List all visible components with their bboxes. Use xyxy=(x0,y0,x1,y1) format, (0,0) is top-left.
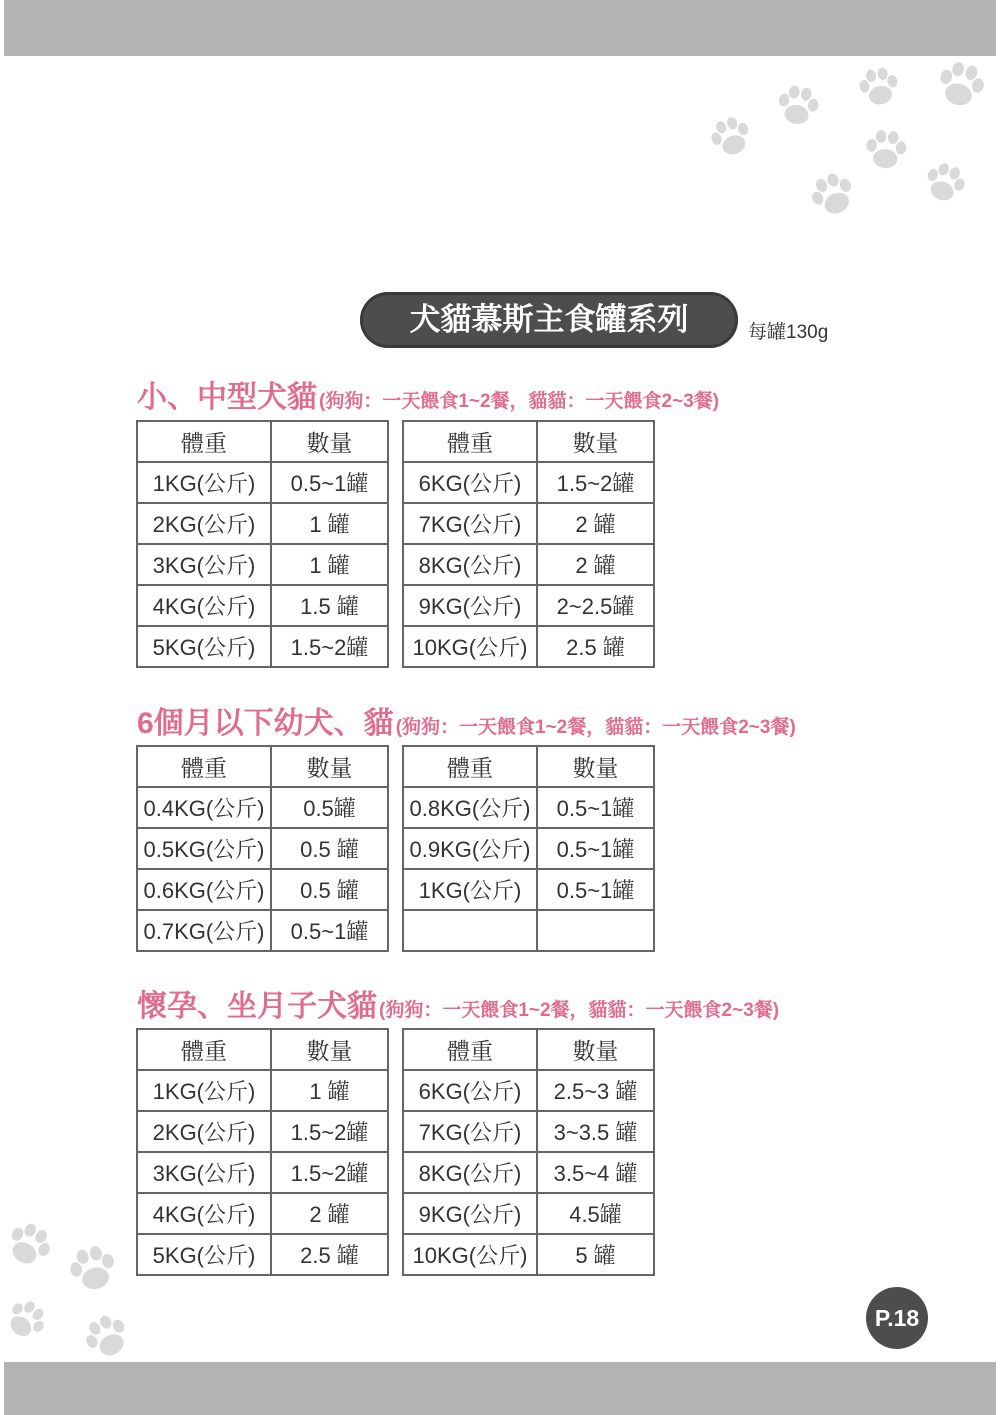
quantity-cell: 2~2.5罐 xyxy=(537,585,654,626)
table-row xyxy=(137,1070,388,1111)
table-row xyxy=(137,869,388,910)
page-number-badge: P.18 xyxy=(866,1287,928,1349)
weight-cell: 4KG(公斤) xyxy=(137,1193,271,1234)
quantity-cell: 3~3.5 罐 xyxy=(537,1111,654,1152)
section-heading-pregnancy xyxy=(137,981,779,1025)
feeding-table-pregnancy-right xyxy=(402,1028,655,1276)
paw-print-icon xyxy=(64,1240,122,1298)
quantity-cell: 1.5~2罐 xyxy=(271,626,388,667)
weight-cell: 4KG(公斤) xyxy=(137,585,271,626)
header-quantity: 數量 xyxy=(537,1029,654,1070)
top-gray-bar xyxy=(4,0,996,56)
weight-cell: 2KG(公斤) xyxy=(137,1111,271,1152)
table-row xyxy=(403,1152,654,1193)
section-feeding-note: (狗狗：一天餵食1~2餐，貓貓：一天餵食2~3餐) xyxy=(319,391,720,412)
weight-cell: 8KG(公斤) xyxy=(403,1152,537,1193)
weight-cell: 3KG(公斤) xyxy=(137,1152,271,1193)
quantity-cell: 4.5罐 xyxy=(537,1193,654,1234)
quantity-cell: 2 罐 xyxy=(537,503,654,544)
header-quantity: 數量 xyxy=(271,1029,388,1070)
section-title: 6個月以下幼犬、貓 xyxy=(137,707,394,740)
table-header-row xyxy=(403,421,654,462)
quantity-cell: 2 罐 xyxy=(271,1193,388,1234)
quantity-cell: 0.5~1罐 xyxy=(537,869,654,910)
weight-cell xyxy=(403,910,537,951)
table-row xyxy=(403,1111,654,1152)
table-row xyxy=(403,1070,654,1111)
quantity-cell: 2.5~3 罐 xyxy=(537,1070,654,1111)
quantity-cell: 1.5~2罐 xyxy=(271,1111,388,1152)
table-row xyxy=(137,1234,388,1275)
feeding-table-pregnancy-left xyxy=(136,1028,389,1276)
table-row xyxy=(137,1193,388,1234)
table-header-row xyxy=(403,746,654,787)
table-row xyxy=(403,828,654,869)
paw-print-icon xyxy=(772,80,824,132)
paw-print-icon xyxy=(2,1296,50,1344)
weight-cell: 6KG(公斤) xyxy=(403,462,537,503)
section-heading-puppy-kitten xyxy=(137,698,796,742)
paw-print-icon xyxy=(80,1310,134,1364)
quantity-cell: 1.5~2罐 xyxy=(271,1152,388,1193)
table-row xyxy=(403,1193,654,1234)
header-quantity: 數量 xyxy=(271,746,388,787)
table-header-row xyxy=(403,1029,654,1070)
table-row xyxy=(403,503,654,544)
weight-cell: 9KG(公斤) xyxy=(403,585,537,626)
weight-cell: 1KG(公斤) xyxy=(137,1070,271,1111)
quantity-cell: 1 罐 xyxy=(271,544,388,585)
table-row xyxy=(403,1234,654,1275)
weight-cell: 0.7KG(公斤) xyxy=(137,910,271,951)
quantity-cell: 0.5~1罐 xyxy=(271,462,388,503)
quantity-cell: 2.5 罐 xyxy=(537,626,654,667)
weight-cell: 3KG(公斤) xyxy=(137,544,271,585)
weight-cell: 0.5KG(公斤) xyxy=(137,828,271,869)
header-weight: 體重 xyxy=(137,1029,271,1070)
table-row xyxy=(137,585,388,626)
feeding-table-small-medium-right xyxy=(402,420,655,668)
table-header-row xyxy=(137,1029,388,1070)
weight-cell: 7KG(公斤) xyxy=(403,503,537,544)
header-quantity: 數量 xyxy=(271,421,388,462)
feeding-table-puppy-kitten-left xyxy=(136,745,389,952)
weight-cell: 2KG(公斤) xyxy=(137,503,271,544)
table-row xyxy=(137,1111,388,1152)
quantity-cell: 3.5~4 罐 xyxy=(537,1152,654,1193)
section-title: 小、中型犬貓 xyxy=(137,381,317,414)
table-row xyxy=(403,869,654,910)
weight-cell: 0.4KG(公斤) xyxy=(137,787,271,828)
section-heading-small-medium xyxy=(137,372,719,416)
table-row xyxy=(137,787,388,828)
table-row xyxy=(403,626,654,667)
header-quantity: 數量 xyxy=(537,746,654,787)
table-header-row xyxy=(137,421,388,462)
weight-cell: 5KG(公斤) xyxy=(137,1234,271,1275)
weight-cell: 0.6KG(公斤) xyxy=(137,869,271,910)
table-row xyxy=(137,910,388,951)
quantity-cell: 0.5 罐 xyxy=(271,828,388,869)
quantity-cell: 0.5~1罐 xyxy=(537,787,654,828)
feeding-table-puppy-kitten-right xyxy=(402,745,655,952)
header-weight: 體重 xyxy=(137,746,271,787)
weight-cell: 7KG(公斤) xyxy=(403,1111,537,1152)
paw-print-icon xyxy=(854,62,904,112)
table-header-row xyxy=(137,746,388,787)
header-quantity: 數量 xyxy=(537,421,654,462)
section-feeding-note: (狗狗：一天餵食1~2餐，貓貓：一天餵食2~3餐) xyxy=(395,717,796,738)
quantity-cell: 1 罐 xyxy=(271,503,388,544)
series-title: 犬貓慕斯主食罐系列 xyxy=(360,292,738,348)
paw-print-icon xyxy=(806,168,860,222)
feeding-table-small-medium-left xyxy=(136,420,389,668)
table-row xyxy=(137,544,388,585)
paw-print-icon xyxy=(706,112,756,162)
quantity-cell: 0.5~1罐 xyxy=(271,910,388,951)
quantity-cell: 1.5 罐 xyxy=(271,585,388,626)
weight-cell: 9KG(公斤) xyxy=(403,1193,537,1234)
table-row xyxy=(137,1152,388,1193)
table-row xyxy=(137,626,388,667)
weight-cell: 0.9KG(公斤) xyxy=(403,828,537,869)
weight-cell: 10KG(公斤) xyxy=(403,626,537,667)
weight-cell: 1KG(公斤) xyxy=(403,869,537,910)
table-row xyxy=(403,585,654,626)
table-row xyxy=(403,544,654,585)
table-row xyxy=(137,462,388,503)
weight-cell: 0.8KG(公斤) xyxy=(403,787,537,828)
header-weight: 體重 xyxy=(137,421,271,462)
quantity-cell: 0.5~1罐 xyxy=(537,828,654,869)
quantity-cell: 5 罐 xyxy=(537,1234,654,1275)
header-weight: 體重 xyxy=(403,421,537,462)
weight-cell: 5KG(公斤) xyxy=(137,626,271,667)
weight-cell: 10KG(公斤) xyxy=(403,1234,537,1275)
table-row xyxy=(403,910,654,951)
quantity-cell: 0.5罐 xyxy=(271,787,388,828)
paw-print-icon xyxy=(920,158,970,208)
weight-cell: 6KG(公斤) xyxy=(403,1070,537,1111)
quantity-cell: 2 罐 xyxy=(537,544,654,585)
paw-print-icon xyxy=(860,124,912,176)
table-row xyxy=(137,503,388,544)
section-feeding-note: (狗狗：一天餵食1~2餐，貓貓：一天餵食2~3餐) xyxy=(379,1000,780,1021)
weight-cell: 1KG(公斤) xyxy=(137,462,271,503)
header-weight: 體重 xyxy=(403,746,537,787)
table-row xyxy=(137,828,388,869)
section-title: 懷孕、坐月子犬貓 xyxy=(137,990,377,1023)
table-row xyxy=(403,787,654,828)
quantity-cell: 1.5~2罐 xyxy=(537,462,654,503)
quantity-cell xyxy=(537,910,654,951)
table-row xyxy=(403,462,654,503)
bottom-gray-bar xyxy=(4,1362,996,1415)
per-can-weight: 每罐130g xyxy=(748,322,829,343)
quantity-cell: 1 罐 xyxy=(271,1070,388,1111)
paw-print-icon xyxy=(932,56,990,114)
quantity-cell: 0.5 罐 xyxy=(271,869,388,910)
weight-cell: 8KG(公斤) xyxy=(403,544,537,585)
quantity-cell: 2.5 罐 xyxy=(271,1234,388,1275)
header-weight: 體重 xyxy=(403,1029,537,1070)
paw-print-icon xyxy=(2,1218,56,1272)
